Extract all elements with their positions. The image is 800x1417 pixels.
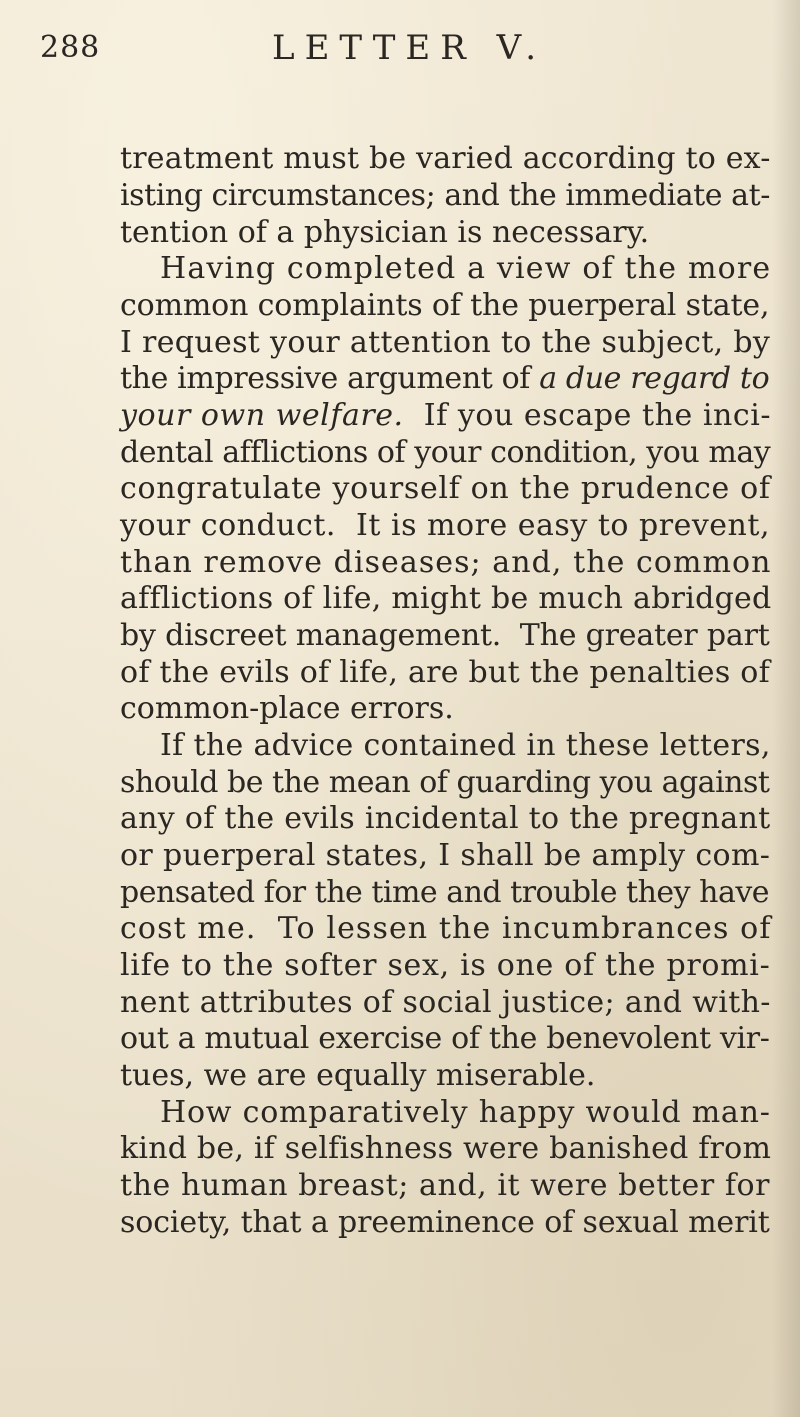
text-line: dental afflictions of your condition, you may bbox=[120, 435, 771, 470]
text-line: or puerperal states, I shall be amply com- bbox=[120, 838, 771, 873]
text-line: the impressive argument of a due regard to bbox=[120, 361, 770, 396]
text-line: congratulate yourself on the prudence of bbox=[120, 471, 771, 506]
text-line: by discreet management. The greater part bbox=[120, 618, 770, 653]
text-line: tues, we are equally miserable. bbox=[120, 1058, 596, 1093]
text-line: kind be, if selfishness were banished from bbox=[120, 1131, 772, 1166]
text-line: Having completed a view of the more bbox=[160, 251, 772, 286]
text-line: I request your attention to the subject, by bbox=[120, 325, 771, 360]
text-line: out a mutual exercise of the benevolent vir- bbox=[120, 1021, 770, 1056]
text-line: the human breast; and, it were better for bbox=[120, 1168, 771, 1203]
text-line: pensated for the time and trouble they have bbox=[120, 875, 770, 910]
running-head: LETTER V. bbox=[272, 28, 547, 68]
text-line: common complaints of the puerperal state, bbox=[120, 288, 770, 323]
text-line: isting circumstances; and the immediate at- bbox=[120, 178, 770, 213]
text-line: cost me. To lessen the incumbrances of bbox=[120, 911, 772, 946]
text-line: any of the evils incidental to the pregnant bbox=[120, 801, 771, 836]
text-line: treatment must be varied according to ex- bbox=[120, 141, 771, 176]
text-line: of the evils of life, are but the penalties of bbox=[120, 655, 770, 690]
text-line: If the advice contained in these letters, bbox=[160, 728, 771, 763]
text-line: than remove diseases; and, the common bbox=[120, 545, 772, 580]
page-number: 288 bbox=[40, 30, 101, 65]
page-header bbox=[40, 30, 760, 70]
text-line: tention of a physician is necessary. bbox=[120, 215, 650, 250]
page-edge-shadow bbox=[772, 0, 800, 1417]
text-line: your conduct. It is more easy to prevent, bbox=[120, 508, 770, 543]
text-line: should be the mean of guarding you against bbox=[120, 765, 770, 800]
text-line: common-place errors. bbox=[120, 691, 454, 726]
text-line: life to the softer sex, is one of the promi- bbox=[120, 948, 771, 983]
text-line: nent attributes of social justice; and with- bbox=[120, 985, 771, 1020]
text-line: society, that a preeminence of sexual merit bbox=[120, 1205, 770, 1240]
text-line: How comparatively happy would man- bbox=[160, 1095, 771, 1130]
text-line: your own welfare. If you escape the inci- bbox=[120, 398, 772, 433]
text-line: afflictions of life, might be much abridged bbox=[120, 581, 772, 616]
